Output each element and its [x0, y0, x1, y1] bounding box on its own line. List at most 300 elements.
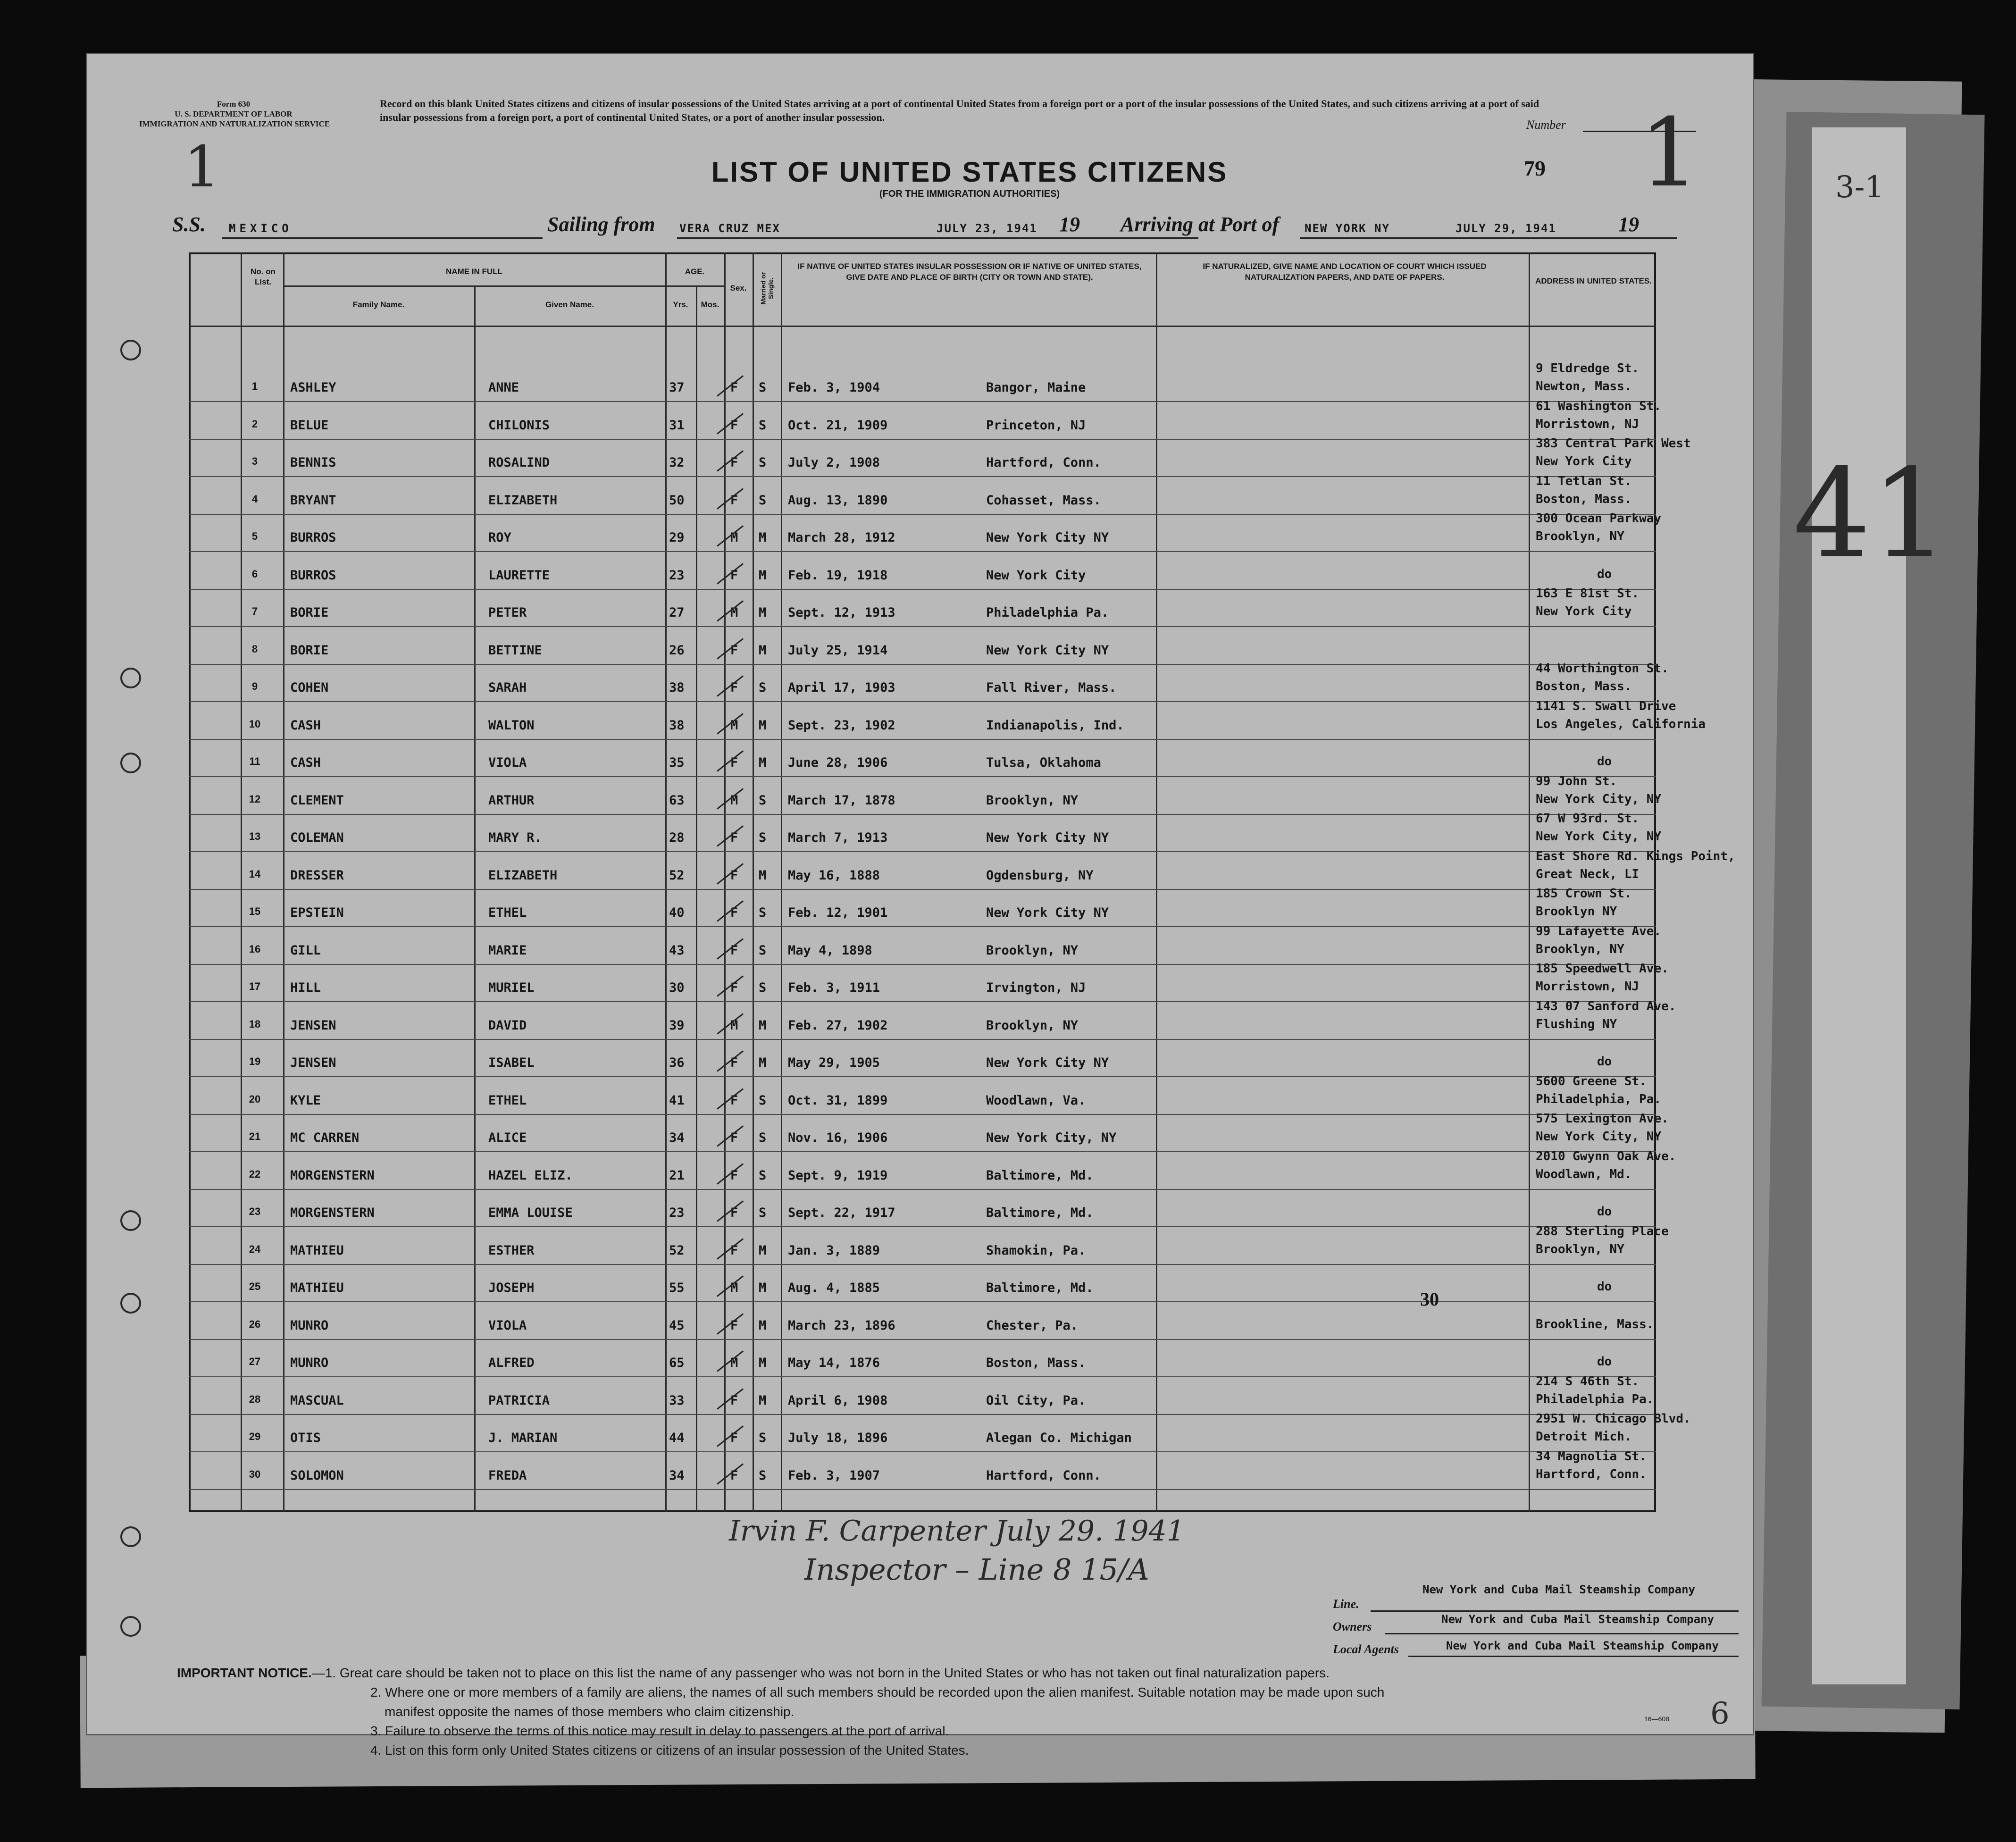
given-name: HAZEL ELIZ.	[488, 1168, 573, 1183]
notice-line-4	[177, 1741, 1734, 1760]
birth-place: Baltimore, Md.	[986, 1206, 1094, 1220]
row-number: 26	[249, 1318, 261, 1330]
birth-place: New York City NY	[986, 1055, 1109, 1070]
address-city: do	[1597, 1355, 1612, 1369]
marital-status: M	[759, 1356, 767, 1370]
family-name: OTIS	[290, 1431, 321, 1445]
age-years: 55	[669, 1281, 685, 1295]
birth-place: Alegan Co. Michigan	[986, 1431, 1132, 1445]
address-street: 383 Central Park West	[1536, 436, 1691, 451]
age-years: 23	[669, 1206, 685, 1220]
column-line	[781, 252, 782, 1512]
sex: F	[730, 980, 738, 995]
address-city: do	[1597, 1205, 1612, 1219]
age-years: 39	[669, 1018, 685, 1033]
given-name: J. MARIAN	[488, 1431, 558, 1445]
punch-hole	[120, 1293, 141, 1314]
address-street: 214 S 46th St.	[1536, 1374, 1640, 1389]
column-line	[1529, 252, 1530, 1512]
address-street: 99 John St.	[1536, 774, 1617, 788]
row-number: 5	[251, 530, 258, 542]
row-line	[189, 889, 1656, 890]
marital-status: M	[759, 755, 767, 770]
row-line	[189, 926, 1656, 927]
page-title: LIST OF UNITED STATES CITIZENS	[711, 156, 1228, 188]
row-number: 17	[249, 980, 261, 992]
given-name: ROSALIND	[488, 455, 550, 470]
address-city: Brooklyn, NY	[1536, 942, 1624, 956]
age-header-divider	[665, 285, 724, 287]
given-name: VIOLA	[488, 755, 527, 770]
punch-hole	[120, 1210, 141, 1231]
family-name: JENSEN	[290, 1055, 336, 1070]
row-number: 10	[249, 718, 261, 730]
row-line	[189, 851, 1656, 852]
row-line	[189, 626, 1656, 627]
birth-place: Brooklyn, NY	[986, 943, 1079, 958]
birth-date: Sept. 23, 1902	[788, 718, 895, 733]
age-years: 37	[669, 380, 685, 395]
address-street: 163 E 81st St.	[1536, 586, 1640, 601]
address-street: 288 Sterling Place	[1536, 1224, 1669, 1239]
owners-value: New York and Cuba Mail Steamship Company	[1441, 1613, 1714, 1626]
birth-date: May 14, 1876	[788, 1356, 880, 1370]
birth-date: Feb. 3, 1904	[788, 380, 880, 395]
address-city: New York City, NY	[1536, 792, 1662, 806]
sex: F	[730, 680, 738, 695]
birth-place: Philadelphia Pa.	[986, 605, 1109, 620]
row-number: 30	[249, 1468, 261, 1480]
given-name: ELIZABETH	[488, 493, 558, 508]
marital-status: S	[759, 418, 767, 433]
row-number: 20	[249, 1093, 261, 1105]
birth-date: May 29, 1905	[788, 1055, 880, 1070]
age-years: 34	[669, 1130, 685, 1145]
birth-place: Irvington, NJ	[986, 980, 1086, 995]
number-label: Number	[1526, 118, 1566, 132]
sex: F	[730, 868, 738, 883]
form-number-label: Form 630	[217, 100, 251, 109]
family-name: BURROS	[290, 530, 336, 545]
row-line	[189, 476, 1656, 477]
birth-date: July 18, 1896	[788, 1431, 888, 1445]
notice-item-2: 2. Where one or more members of a family are aliens, the names of all such members should be recorded upon the alien manifest. Suitable notation may be made upon such	[370, 1685, 1385, 1700]
address-city: Boston, Mass.	[1536, 492, 1632, 506]
row-number: 1	[251, 380, 258, 392]
birth-date: Aug. 13, 1890	[788, 493, 888, 508]
family-name: CASH	[290, 718, 321, 733]
marital-status: M	[759, 568, 767, 583]
birth-date: Oct. 21, 1909	[788, 418, 888, 433]
age-years: 33	[669, 1393, 685, 1408]
birth-place: New York City NY	[986, 530, 1109, 545]
address-city: do	[1597, 1055, 1612, 1069]
age-years: 23	[669, 568, 685, 583]
marital-status: S	[759, 980, 767, 995]
given-name: BETTINE	[488, 643, 542, 658]
given-name: ARTHUR	[488, 793, 535, 808]
birth-date: Sept. 12, 1913	[788, 605, 895, 620]
marital-status: M	[759, 1243, 767, 1258]
arriving-underline	[1300, 237, 1677, 239]
birth-date: March 17, 1878	[788, 793, 895, 808]
row-number: 11	[249, 755, 260, 767]
birth-date: Feb. 3, 1911	[788, 980, 880, 995]
row-line	[189, 1339, 1656, 1340]
notice-line-3	[177, 1721, 1734, 1741]
birth-place: Cohasset, Mass.	[986, 493, 1101, 508]
line-value: New York and Cuba Mail Steamship Company	[1422, 1583, 1695, 1596]
margin-mark-top-right: 3-1	[1835, 170, 1884, 205]
birth-date: Feb. 19, 1918	[788, 568, 888, 583]
row-number: 14	[249, 868, 261, 880]
row-number: 21	[249, 1130, 261, 1142]
birth-place: Bangor, Maine	[986, 380, 1086, 395]
marital-status: M	[759, 1318, 767, 1333]
address-street: 5600 Greene St.	[1536, 1074, 1647, 1088]
given-name: VIOLA	[488, 1318, 527, 1333]
notice-line-2	[177, 1683, 1734, 1702]
row-line	[189, 1151, 1656, 1152]
sex: M	[730, 718, 738, 733]
row-number: 13	[249, 830, 261, 842]
family-name: COLEMAN	[290, 830, 344, 845]
header-age: AGE.	[685, 267, 705, 276]
address-city: Hartford, Conn.	[1536, 1467, 1647, 1482]
family-name: BENNIS	[290, 455, 336, 470]
birth-date: March 23, 1896	[788, 1318, 895, 1333]
age-years: 45	[669, 1318, 685, 1333]
column-line	[753, 252, 754, 1512]
birth-date: Nov. 16, 1906	[788, 1130, 888, 1145]
address-city: Brooklyn, NY	[1536, 529, 1624, 544]
family-name: MUNRO	[290, 1356, 329, 1370]
inspector-signature: Irvin F. Carpenter July 29. 1941	[729, 1515, 1185, 1548]
family-name: MATHIEU	[290, 1281, 344, 1295]
row-line	[189, 1001, 1656, 1002]
given-name: FREDA	[488, 1468, 527, 1483]
row-line	[189, 1189, 1656, 1190]
birth-place: Oil City, Pa.	[986, 1393, 1086, 1408]
row-number: 27	[249, 1356, 261, 1367]
manifest-page	[87, 54, 1753, 1758]
address-city: Philadelphia Pa.	[1536, 1392, 1654, 1407]
header-naturalized: IF NATURALIZED, GIVE NAME AND LOCATION OF COURT WHICH ISSUED NATURALIZATION PAPERS, AND DATE OF PAPERS.	[1203, 262, 1487, 282]
age-years: 36	[669, 1055, 685, 1070]
address-city: Philadelphia, Pa.	[1536, 1092, 1662, 1106]
family-name: BELUE	[290, 418, 329, 433]
punch-hole	[120, 340, 141, 360]
given-name: JOSEPH	[488, 1281, 535, 1295]
sex: F	[730, 1206, 738, 1220]
marital-status: M	[759, 530, 767, 545]
row-number: 2	[251, 418, 258, 430]
row-line	[189, 1076, 1656, 1077]
row-line	[189, 514, 1656, 515]
handwritten-list-number: 1	[1640, 98, 1700, 208]
address-city: Brooklyn NY	[1536, 904, 1617, 919]
birth-place: Fall River, Mass.	[986, 680, 1117, 695]
birth-date: April 17, 1903	[788, 680, 895, 695]
sex: F	[730, 755, 738, 770]
family-name: EPSTEIN	[290, 905, 344, 920]
given-name: DAVID	[488, 1018, 527, 1033]
address-city: do	[1597, 1280, 1612, 1294]
birth-place: New York City NY	[986, 830, 1109, 845]
row-number: 9	[251, 680, 258, 692]
form-sheet-number: 79	[1524, 156, 1546, 180]
sex: F	[730, 1243, 738, 1258]
age-years: 52	[669, 868, 685, 883]
sex: F	[730, 418, 738, 433]
important-notice	[177, 1663, 1734, 1760]
sex: F	[730, 1168, 738, 1183]
marital-status: M	[759, 718, 767, 733]
line-underline	[1371, 1610, 1739, 1612]
sex: F	[730, 1468, 738, 1483]
birth-date: Feb. 12, 1901	[788, 905, 888, 920]
address-city: Newton, Mass.	[1536, 379, 1632, 394]
address-street: 61 Washington St.	[1536, 399, 1662, 413]
form-identifier	[139, 99, 328, 129]
birth-place: Ogdensburg, NY	[986, 868, 1094, 883]
notice-item-1: 1. Great care should be taken not to place on this list the name of any passenger who was not born in the United States or who has not taken out final naturalization papers.	[325, 1666, 1330, 1680]
sex: M	[730, 1356, 738, 1370]
given-name: ROY	[488, 530, 511, 545]
agents-label: Local Agents	[1333, 1642, 1399, 1656]
address-street: 2010 Gwynn Oak Ave.	[1536, 1149, 1676, 1164]
family-name: MC CARREN	[290, 1130, 360, 1145]
marital-status: S	[759, 793, 767, 808]
sailing-from-port: VERA CRUZ MEX	[679, 222, 780, 235]
column-line	[665, 252, 667, 1512]
row-number: 3	[251, 455, 258, 467]
header-address: ADDRESS IN UNITED STATES.	[1535, 276, 1652, 285]
given-name: MARIE	[488, 943, 527, 958]
department-label: U. S. DEPARTMENT OF LABOR	[175, 109, 293, 118]
marital-status: S	[759, 680, 767, 695]
family-name: BORIE	[290, 605, 329, 620]
marital-status: S	[759, 1431, 767, 1445]
age-years: 41	[669, 1093, 685, 1108]
row-line	[189, 701, 1656, 702]
address-street: 1141 S. Swall Drive	[1536, 699, 1676, 713]
row-line	[189, 551, 1656, 552]
given-name: ALFRED	[488, 1356, 535, 1370]
row-number: 7	[251, 605, 258, 617]
given-name: LAURETTE	[488, 568, 550, 583]
arriving-date: JULY 29, 1941	[1456, 222, 1556, 235]
notice-line-1: IMPORTANT NOTICE.—1. Great care should be taken not to place on this list the name of any passenger who was not born in the United States or who has not taken out final naturalization papers.	[177, 1666, 1330, 1680]
address-street: 9 Eldredge St.	[1536, 361, 1640, 376]
family-name: BRYANT	[290, 493, 336, 508]
age-years: 26	[669, 643, 685, 658]
row-number: 6	[251, 568, 258, 580]
address-city: Morristown, NJ	[1536, 417, 1640, 431]
given-name: WALTON	[488, 718, 535, 733]
age-years: 28	[669, 830, 685, 845]
birth-place: New York City	[986, 568, 1086, 583]
row-number: 16	[249, 943, 261, 955]
family-name: BORIE	[290, 643, 329, 658]
row-line	[189, 776, 1656, 777]
birth-place: Brooklyn, NY	[986, 793, 1079, 808]
row-line	[189, 1114, 1656, 1115]
birth-date: April 6, 1908	[788, 1393, 888, 1408]
sex: F	[730, 380, 738, 395]
row-line	[189, 739, 1656, 740]
row-line	[189, 439, 1656, 440]
age-years: 65	[669, 1356, 685, 1370]
birth-place: Hartford, Conn.	[986, 1468, 1101, 1483]
owners-underline	[1385, 1633, 1739, 1634]
marital-status: S	[759, 380, 767, 395]
sex: F	[730, 1393, 738, 1408]
marital-status: S	[759, 1168, 767, 1183]
column-line	[696, 285, 697, 1512]
age-years: 43	[669, 943, 685, 958]
birth-date: July 2, 1908	[788, 455, 880, 470]
sailing-underline	[677, 237, 1198, 239]
punch-hole	[120, 1616, 141, 1637]
birth-date: June 28, 1906	[788, 755, 888, 770]
row-line	[189, 964, 1656, 965]
address-street: 44 Worthington St.	[1536, 661, 1669, 676]
agents-underline	[1408, 1656, 1739, 1657]
family-name: CLEMENT	[290, 793, 344, 808]
ship-name: MEXICO	[229, 222, 293, 235]
address-city: Woodlawn, Md.	[1536, 1167, 1632, 1181]
sex: F	[730, 643, 738, 658]
marital-status: M	[759, 643, 767, 658]
birth-place: New York City NY	[986, 905, 1109, 920]
family-name: BURROS	[290, 568, 336, 583]
service-label: IMMIGRATION AND NATURALIZATION SERVICE	[139, 119, 330, 128]
naturalized-note: 30	[1420, 1289, 1439, 1310]
address-street: 34 Magnolia St.	[1536, 1449, 1647, 1464]
row-line	[189, 1226, 1656, 1227]
sex: M	[730, 605, 738, 620]
given-name: ALICE	[488, 1130, 527, 1145]
address-city: New York City, NY	[1536, 1130, 1662, 1144]
row-number: 8	[251, 643, 258, 655]
sex: M	[730, 530, 738, 545]
marital-status: S	[759, 493, 767, 508]
row-number: 12	[249, 793, 261, 805]
birth-place: Baltimore, Md.	[986, 1281, 1094, 1295]
row-line	[189, 1376, 1656, 1377]
row-number: 18	[249, 1018, 261, 1030]
row-line	[189, 1489, 1656, 1490]
address-street: 143 07 Sanford Ave.	[1536, 999, 1676, 1013]
marital-status: M	[759, 1393, 767, 1408]
address-street: 11 Tetlan St.	[1536, 474, 1632, 488]
header-no-on-list: No. on List.	[251, 267, 276, 286]
column-line	[474, 285, 476, 1512]
address-city: New York City	[1536, 454, 1632, 469]
age-years: 44	[669, 1431, 685, 1445]
marital-status: S	[759, 455, 767, 470]
header-married-single: Married or Single.	[759, 272, 775, 305]
background-sheet	[1812, 127, 1906, 1684]
row-line	[189, 1451, 1656, 1452]
address-street: 185 Crown St.	[1536, 887, 1632, 901]
marital-status: S	[759, 943, 767, 958]
header-bottom-line	[189, 326, 1656, 327]
family-name: MORGENSTERN	[290, 1168, 375, 1183]
birth-date: March 7, 1913	[788, 830, 888, 845]
margin-mark-left: 1	[184, 134, 220, 200]
address-city: Boston, Mass.	[1536, 679, 1632, 694]
birth-place: Tulsa, Oklahoma	[986, 755, 1101, 770]
marital-status: S	[759, 905, 767, 920]
marital-status: S	[759, 1130, 767, 1145]
given-name: ELIZABETH	[488, 868, 558, 883]
sex: F	[730, 493, 738, 508]
family-name: COHEN	[290, 680, 329, 695]
given-name: ANNE	[488, 380, 519, 395]
row-line	[189, 664, 1656, 665]
sex: M	[730, 793, 738, 808]
age-years: 38	[669, 680, 685, 695]
margin-mark-big: 41	[1793, 443, 1949, 586]
family-name: JENSEN	[290, 1018, 336, 1033]
header-given-name: Given Name.	[545, 300, 594, 309]
punch-hole	[120, 753, 141, 773]
sex: F	[730, 1431, 738, 1445]
address-city: do	[1597, 754, 1612, 769]
age-years: 40	[669, 905, 685, 920]
column-line	[724, 252, 726, 1512]
inspector-line-note: Inspector – Line 8 15/A	[804, 1552, 1149, 1587]
age-years: 32	[669, 455, 685, 470]
address-city: Brooklyn, NY	[1536, 1242, 1624, 1256]
row-line	[189, 814, 1656, 815]
family-name: CASH	[290, 755, 321, 770]
family-name: HILL	[290, 980, 321, 995]
sex: F	[730, 943, 738, 958]
address-street: 300 Ocean Parkway	[1536, 511, 1662, 526]
marital-status: M	[759, 1055, 767, 1070]
address-street: 67 W 93rd. St.	[1536, 812, 1640, 826]
birth-place: Baltimore, Md.	[986, 1168, 1094, 1183]
given-name: EMMA LOUISE	[488, 1206, 573, 1220]
row-number: 24	[249, 1243, 261, 1255]
row-line	[189, 1264, 1656, 1265]
marital-status: M	[759, 868, 767, 883]
row-number: 28	[249, 1393, 261, 1405]
age-years: 50	[669, 493, 685, 508]
ship-underline	[222, 237, 543, 239]
row-number: 22	[249, 1168, 261, 1180]
sailing-date: JULY 23, 1941	[937, 222, 1037, 235]
sex: M	[730, 1281, 738, 1295]
column-line	[1156, 252, 1157, 1512]
age-years: 21	[669, 1168, 685, 1183]
birth-date: March 28, 1912	[788, 530, 895, 545]
birth-place: Hartford, Conn.	[986, 455, 1101, 470]
birth-date: Sept. 9, 1919	[788, 1168, 888, 1183]
age-years: 31	[669, 418, 685, 433]
sex: F	[730, 1130, 738, 1145]
age-years: 34	[669, 1468, 685, 1483]
column-line	[283, 252, 284, 1512]
header-sex: Sex.	[730, 284, 747, 293]
row-number: 15	[249, 905, 261, 917]
notice-item-3: 3. Failure to observe the terms of this notice may result in delay to passengers at the port of arrival.	[370, 1724, 949, 1738]
birth-place: Brooklyn, NY	[986, 1018, 1079, 1033]
notice-line-2b	[177, 1702, 1734, 1721]
